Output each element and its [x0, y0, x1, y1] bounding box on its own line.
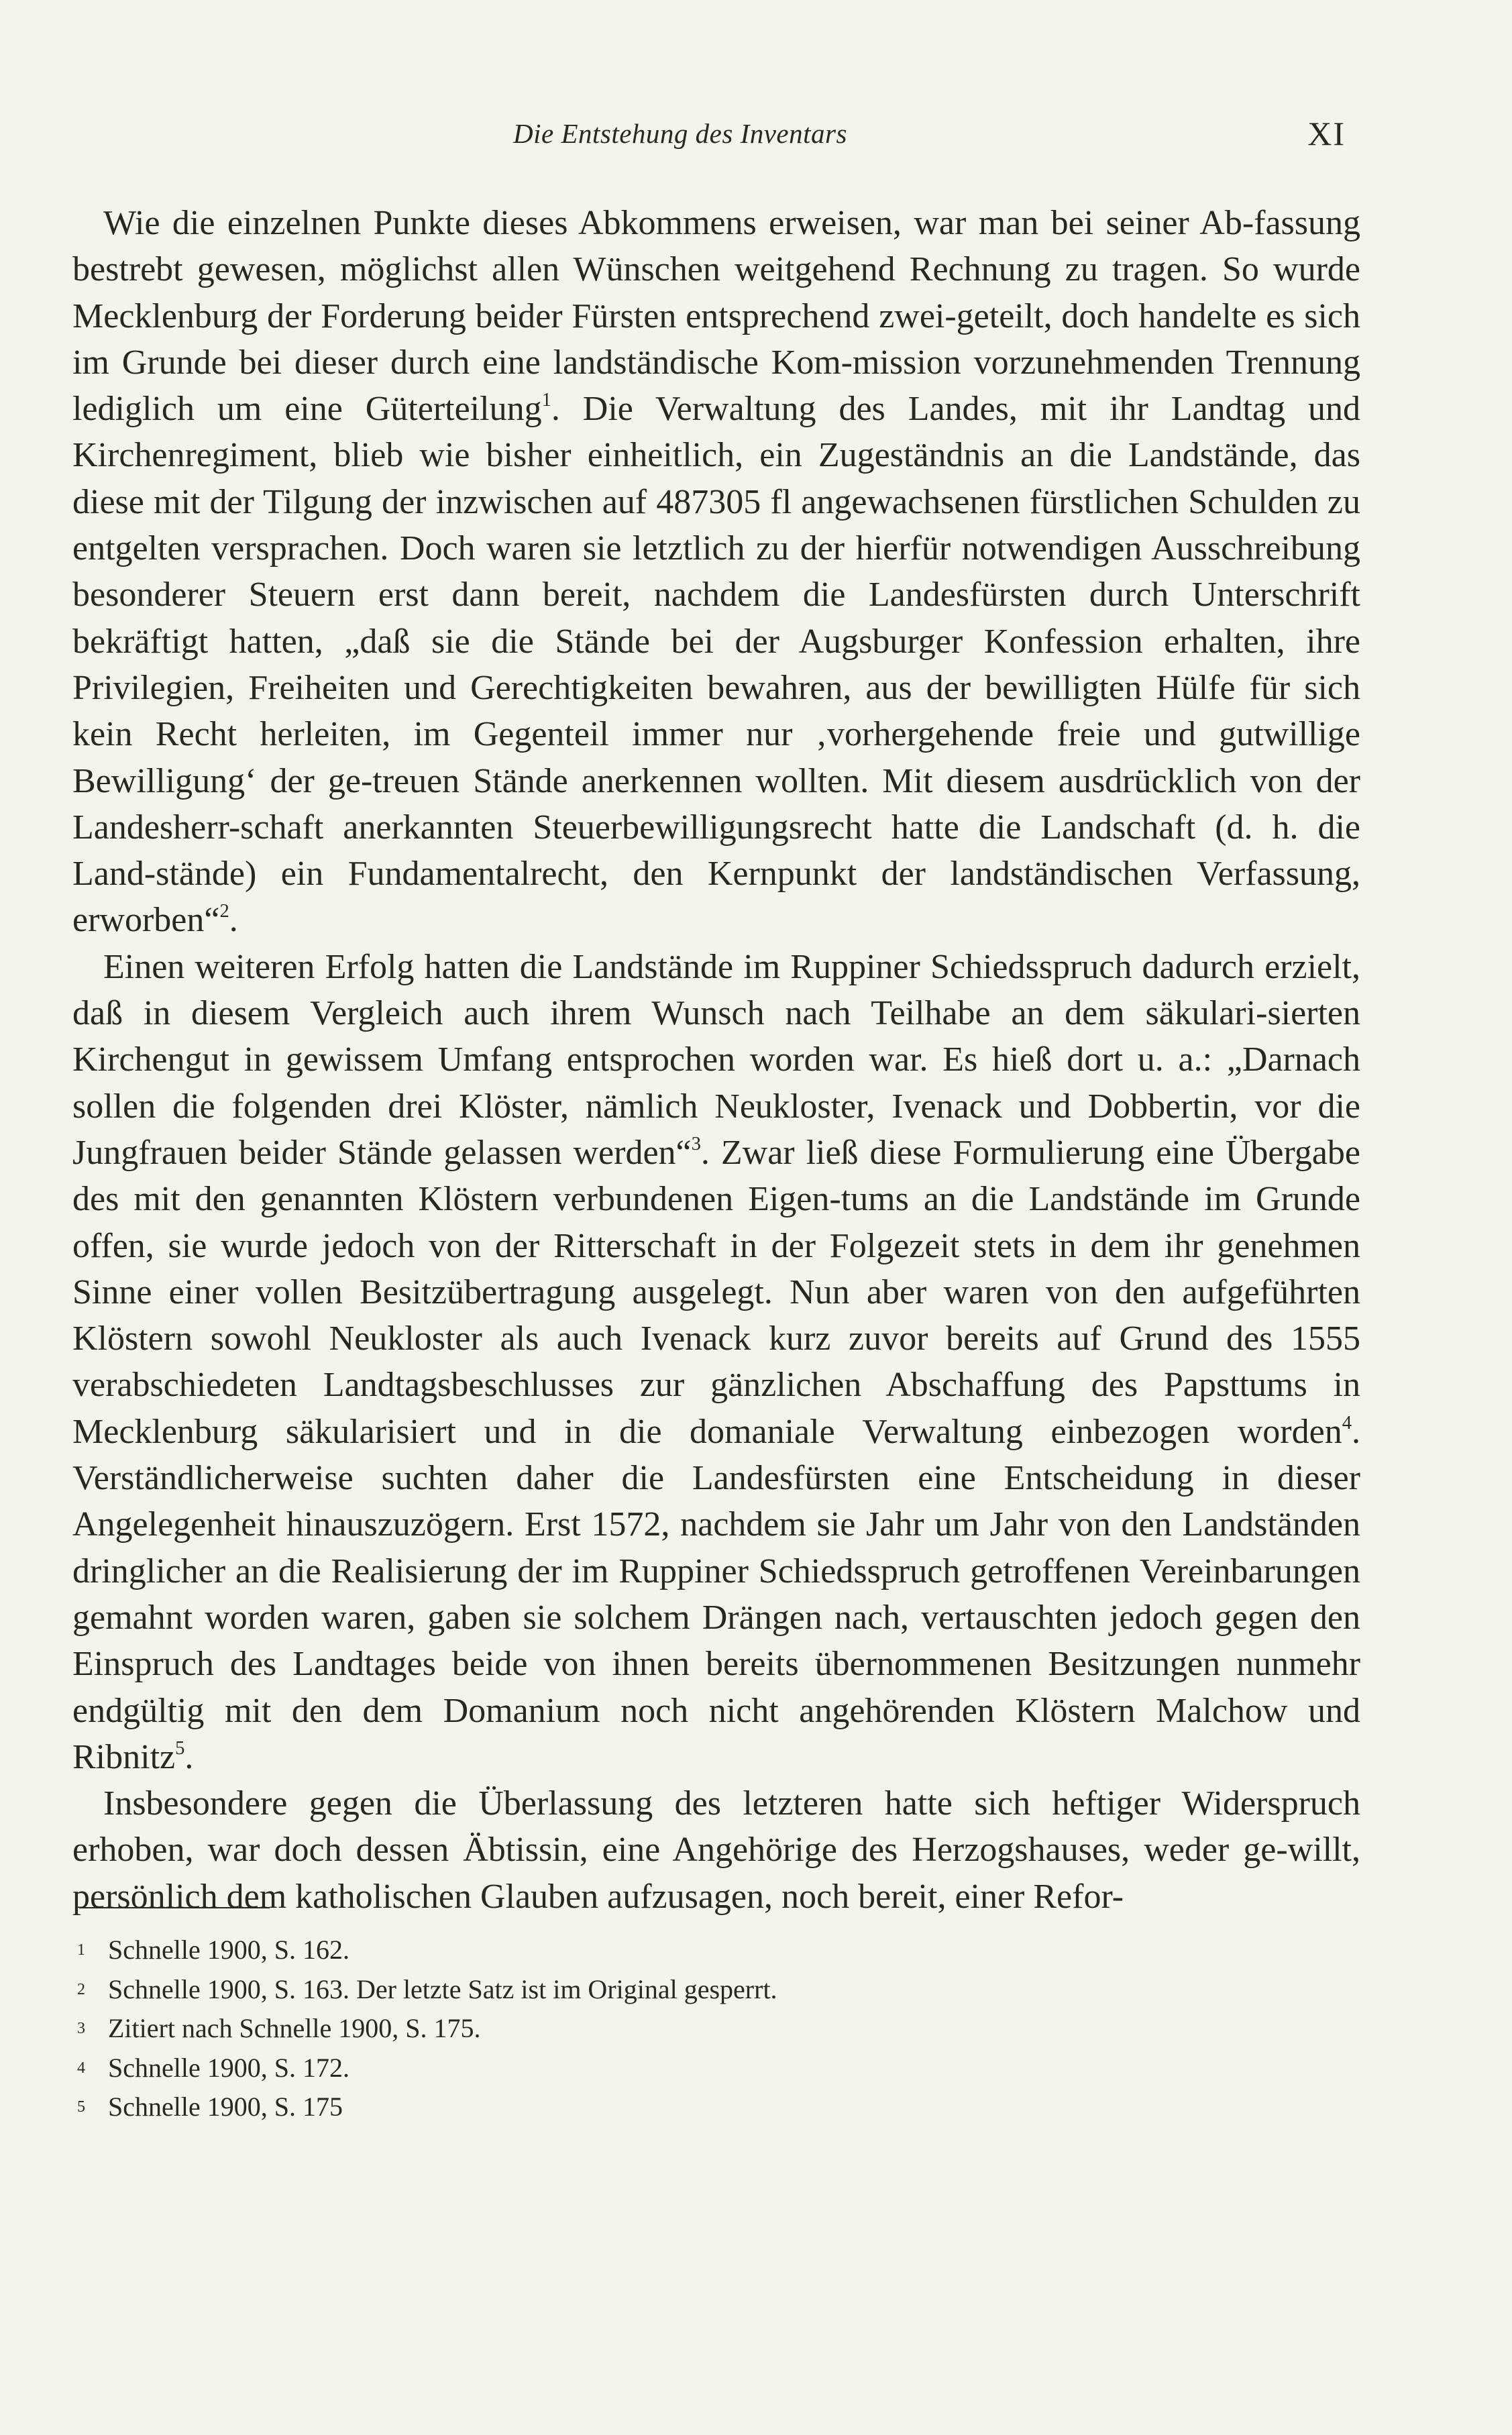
footnote-ref: 2	[219, 901, 229, 922]
footnote-divider	[79, 1907, 270, 1908]
text-run: Einen weiteren Erfolg hatten die Landstände im Ruppiner Schiedsspruch dadurch erzielt, daß in diesem Vergleich auch ihrem Wunsch nach Teilhabe an dem säkulari-sierten Kirchengut in gewissem Umfang entsprochen worden war. Es hieß dort u. a.: „Darnach sollen die folgenden drei Klöster, nämlich Neukloster, Ivenack und Dobbertin, vor die Jungfrauen beider Stände gelassen werden“	[72, 947, 1360, 1172]
footnote-number: 4	[77, 2059, 85, 2077]
footnote-ref: 5	[175, 1737, 185, 1759]
footnote-2	[77, 1970, 1285, 2010]
text-run: Insbesondere gegen die Überlassung des letzteren hatte sich heftiger Widerspruch erhoben, war doch dessen Äbtissin, eine Angehörige des Herzogshauses, weder ge-willt, persönlich dem katholischen Glauben aufzusagen, noch bereit, einer Refor-	[72, 1784, 1360, 1916]
body-text	[72, 200, 1360, 1920]
footnote-text: Schnelle 1900, S. 162.	[108, 1935, 349, 1965]
page-number: XI	[1307, 115, 1346, 152]
footnotes	[77, 1931, 1285, 2127]
text-run: . Zwar ließ diese Formulierung eine Übergabe des mit den genannten Klöstern verbundenen Eigen-tums an die Landstände im Grunde offen, sie wurde jedoch von der Ritterschaft in der Folgezeit stets in dem ihr genehmen Sinne einer vollen Besitzübertragung ausgelegt. Nun aber waren von den aufgeführten Klöstern sowohl Neukloster als auch Ivenack kurz zuvor bereits auf Grund des 1555 verabschiedeten Landtagsbeschlusses zur gänzlichen Abschaffung des Papsttums in Mecklenburg säkularisiert und in die domaniale Verwaltung einbezogen worden	[72, 1133, 1360, 1451]
footnote-ref: 1	[541, 390, 551, 411]
text-run: Wie die einzelnen Punkte dieses Abkommens erweisen, war man bei seiner Ab-fassung bestrebt gewesen, möglichst allen Wünschen weitgehend Rechnung zu tragen. So wurde Mecklenburg der Forderung beider Fürsten entsprechend zwei-geteilt, doch handelte es sich im Grunde bei dieser durch eine landständische Kom-mission vorzunehmenden Trennung lediglich um eine Güterteilung	[72, 204, 1360, 429]
text-run: . Die Verwaltung des Landes, mit ihr Landtag und Kirchenregiment, blieb wie bisher einheitlich, ein Zugeständnis an die Landstände, das diese mit der Tilgung der inzwischen auf 487305 fl angewachsenen fürstlichen Schulden zu entgelten versprachen. Doch waren sie letztlich zu der hierfür notwendigen Ausschreibung besonderer Steuern erst dann bereit, nachdem die Landesfürsten durch Unterschrift bekräftigt hatten, „daß sie die Stände bei der Augsburger Konfession erhalten, ihre Privilegien, Freiheiten und Gerechtigkeiten bewahren, aus der bewilligten Hülfe für sich kein Recht herleiten, im Gegenteil immer nur ‚vorhergehende freie und gutwillige Bewilligung‘ der ge-treuen Stände anerkennen wollten. Mit diesem ausdrücklich von der Landesherr-schaft anerkannten Steuerbewilligungsrecht hatte die Landschaft (d. h. die Land-stände) ein Fundamentalrecht, den Kernpunkt der landständischen Verfassung, erworben“	[72, 390, 1360, 940]
footnote-text: Schnelle 1900, S. 163. Der letzte Satz ist im Original gesperrt.	[108, 1973, 777, 2004]
running-title: Die Entstehung des Inventars	[513, 118, 847, 149]
footnote-number: 3	[77, 2020, 85, 2038]
text-run: .	[184, 1737, 194, 1776]
paragraph-2	[72, 944, 1360, 1780]
footnote-4	[77, 2049, 1285, 2088]
text-run: . Verständlicherweise suchten daher die Landesfürsten eine Entscheidung in dieser Angelegenheit hinauszuzögern. Erst 1572, nachdem sie Jahr um Jahr von den Landständen dringlicher an die Realisierung der im Ruppiner Schiedsspruch getroffenen Vereinbarungen gemahnt worden waren, gaben sie solchem Drängen nach, vertauschten jedoch gegen den Einspruch des Landtages beide von ihnen bereits übernommenen Besitzungen nunmehr endgültig mit den dem Domanium noch nicht angehörenden Klöstern Malchow und Ribnitz	[72, 1412, 1360, 1776]
footnote-ref: 3	[691, 1133, 701, 1154]
text-run: .	[229, 901, 238, 940]
footnote-number: 2	[77, 1980, 85, 1998]
paragraph-3	[72, 1780, 1360, 1920]
footnote-text: Zitiert nach Schnelle 1900, S. 175.	[108, 2013, 481, 2044]
footnote-1	[77, 1931, 1285, 1970]
footnote-number: 1	[77, 1941, 85, 1959]
footnote-5	[77, 2088, 1285, 2127]
footnote-text: Schnelle 1900, S. 175	[108, 2092, 343, 2122]
footnote-text: Schnelle 1900, S. 172.	[108, 2052, 349, 2083]
footnote-number: 5	[77, 2098, 85, 2116]
footnote-ref: 4	[1342, 1412, 1352, 1433]
footnote-3	[77, 2009, 1285, 2049]
paragraph-1	[72, 200, 1360, 944]
